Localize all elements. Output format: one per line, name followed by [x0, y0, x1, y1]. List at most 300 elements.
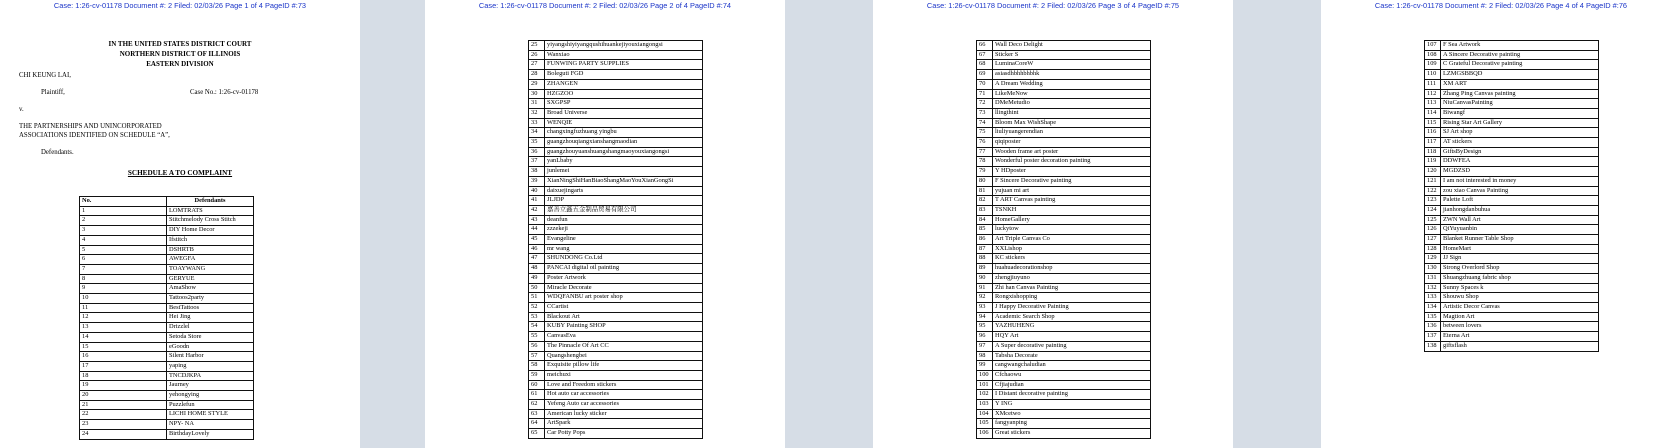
defendant-number: 12 — [80, 313, 167, 323]
defendant-name: fangyanping — [993, 419, 1151, 429]
defendant-name: meichuxi — [545, 370, 703, 380]
defendant-name: Love and Freedom stickers — [545, 380, 703, 390]
table-row — [529, 99, 703, 109]
table-row — [1425, 138, 1599, 148]
defendant-name: Rongxishopping — [993, 293, 1151, 303]
defendant-number: 17 — [80, 361, 167, 371]
defendant-number: 128 — [1425, 244, 1441, 254]
defendant-name: XM ART — [1441, 79, 1599, 89]
defendant-name: Boleguti FGD — [545, 70, 703, 80]
table-row — [977, 409, 1151, 419]
table-row — [977, 157, 1151, 167]
defendant-name: TOAYWANG — [167, 264, 254, 274]
defendant-number: 46 — [529, 244, 545, 254]
defendant-name: CanvasEva — [545, 332, 703, 342]
defendant-number: 100 — [977, 370, 993, 380]
defendant-number: 14 — [80, 332, 167, 342]
court-division: EASTERN DIVISION — [146, 60, 214, 68]
table-row — [529, 351, 703, 361]
defendant-number: 9 — [80, 284, 167, 294]
defendant-number: 81 — [977, 186, 993, 196]
defendant-name: yujuan mi art — [993, 186, 1151, 196]
defendants-table-body — [977, 41, 1151, 439]
table-row — [977, 244, 1151, 254]
defendant-number: 123 — [1425, 196, 1441, 206]
table-row — [80, 361, 254, 371]
defendant-number: 126 — [1425, 225, 1441, 235]
table-row — [977, 79, 1151, 89]
defendant-number: 69 — [977, 70, 993, 80]
defendants-table-page-4 — [1424, 40, 1599, 352]
defendant-number: 99 — [977, 361, 993, 371]
defendant-name: QiYuyuanbin — [1441, 225, 1599, 235]
ecf-header: Case: 1:26-cv-01178 Document #: 2 Filed: 02/03/26 Page 2 of 4 PageID #:74 — [478, 1, 732, 10]
defendant-name: cangwangchaludian — [993, 361, 1151, 371]
defendant-number: 78 — [977, 157, 993, 167]
defendant-name: AmaShow — [167, 284, 254, 294]
table-row — [977, 41, 1151, 51]
table-row — [529, 400, 703, 410]
defendant-number: 88 — [977, 254, 993, 264]
table-row — [977, 370, 1151, 380]
table-row — [1425, 196, 1599, 206]
defendant-name: Miracle Decorate — [545, 283, 703, 293]
table-row — [529, 312, 703, 322]
defendant-name: Blanket Runner Table Shop — [1441, 235, 1599, 245]
defendant-number: 119 — [1425, 157, 1441, 167]
defendant-number: 43 — [529, 215, 545, 225]
defendant-name: C Grateful Decorative painting — [1441, 60, 1599, 70]
table-row — [977, 341, 1151, 351]
table-row — [1425, 322, 1599, 332]
defendant-name: Art Triple Canvas Co — [993, 235, 1151, 245]
table-row — [80, 216, 254, 226]
table-row — [80, 313, 254, 323]
defendant-name: Tabsha Decorate — [993, 351, 1151, 361]
defendant-name: Sticker S — [993, 50, 1151, 60]
table-row — [529, 235, 703, 245]
defendant-number: 37 — [529, 157, 545, 167]
defendant-name: FUNWING PARTY SUPPLIES — [545, 60, 703, 70]
table-row — [1425, 118, 1599, 128]
table-row — [1425, 79, 1599, 89]
table-row — [1425, 99, 1599, 109]
defendant-number: 21 — [80, 400, 167, 410]
table-row — [529, 50, 703, 60]
defendant-name: XianNingShiHanBiaoShangMaoYouXianGongSi — [545, 176, 703, 186]
defendant-name: WDQFANBU art poster shop — [545, 293, 703, 303]
defendant-number: 118 — [1425, 147, 1441, 157]
court-district: NORTHERN DISTRICT OF ILLINOIS — [119, 50, 241, 58]
defendant-name: DSHRTB — [167, 245, 254, 255]
table-row — [1425, 147, 1599, 157]
defendant-name: BestTattoos — [167, 303, 254, 313]
table-row — [977, 225, 1151, 235]
defendant-number: 19 — [80, 381, 167, 391]
table-row — [529, 264, 703, 274]
defendant-number: 53 — [529, 312, 545, 322]
defendant-name: HQY Art — [993, 332, 1151, 342]
defendant-name: Rising Star Art Gallery — [1441, 118, 1599, 128]
defendant-number: 28 — [529, 70, 545, 80]
table-row — [80, 352, 254, 362]
defendant-number: 133 — [1425, 293, 1441, 303]
defendant-name: junlemei — [545, 167, 703, 177]
table-row — [529, 293, 703, 303]
defendant-name: mr wang — [545, 244, 703, 254]
defendant-name: luckytow — [993, 225, 1151, 235]
defendant-number: 56 — [529, 341, 545, 351]
table-row — [977, 205, 1151, 215]
defendant-number: 77 — [977, 147, 993, 157]
defendant-name: MGDZSD — [1441, 167, 1599, 177]
defendant-name: SJ Art shop — [1441, 128, 1599, 138]
defendant-name: I Distant decorative painting — [993, 390, 1151, 400]
defendant-number: 103 — [977, 400, 993, 410]
defendant-number: 54 — [529, 322, 545, 332]
defendant-number: 49 — [529, 273, 545, 283]
defendant-number: 15 — [80, 342, 167, 352]
table-row — [1425, 244, 1599, 254]
defendants-table-page-1 — [79, 196, 254, 440]
defendant-number: 121 — [1425, 176, 1441, 186]
defendant-number: 107 — [1425, 41, 1441, 51]
defendant-number: 72 — [977, 99, 993, 109]
defendants-table-page-2 — [528, 40, 703, 439]
defendant-name: llingthint — [993, 108, 1151, 118]
defendant-name: 嘉善立鑫五金制品贸易有限公司 — [545, 205, 703, 215]
defendant-name: SXGPSP — [545, 99, 703, 109]
table-row — [977, 390, 1151, 400]
table-row — [1425, 312, 1599, 322]
table-row — [1425, 167, 1599, 177]
defendant-name: deanfun — [545, 215, 703, 225]
defendant-number: 108 — [1425, 50, 1441, 60]
table-row — [977, 89, 1151, 99]
defendant-name: jianhongdanbuhua — [1441, 205, 1599, 215]
table-row — [80, 420, 254, 430]
table-row — [80, 371, 254, 381]
defendant-name: SHUNDONG Co.Ltd — [545, 254, 703, 264]
table-row — [977, 108, 1151, 118]
defendant-number: 138 — [1425, 341, 1441, 351]
table-row — [529, 254, 703, 264]
defendant-name: Artistic Decor Canvas — [1441, 302, 1599, 312]
table-row — [529, 70, 703, 80]
defendant-number: 5 — [80, 245, 167, 255]
defendant-number: 65 — [529, 429, 545, 439]
table-row — [80, 274, 254, 284]
defendants-caption-line1: THE PARTNERSHIPS AND UNINCORPORATED — [19, 123, 162, 130]
table-row — [80, 235, 254, 245]
defendant-number: 35 — [529, 138, 545, 148]
defendant-name: Strong Overlord Shop — [1441, 264, 1599, 274]
table-row — [80, 294, 254, 304]
table-row — [529, 215, 703, 225]
table-row — [80, 284, 254, 294]
defendant-number: 105 — [977, 419, 993, 429]
defendant-name: Silent Harbor — [167, 352, 254, 362]
defendants-caption-line2: ASSOCIATIONS IDENTIFIED ON SCHEDULE “A”, — [19, 132, 170, 139]
defendant-number: 16 — [80, 352, 167, 362]
table-row — [80, 245, 254, 255]
table-row — [1425, 205, 1599, 215]
defendant-number: 42 — [529, 205, 545, 215]
defendant-number: 96 — [977, 332, 993, 342]
table-row — [80, 381, 254, 391]
defendant-name: ArtSpark — [545, 419, 703, 429]
column-header-defendants: Defendants — [167, 197, 254, 207]
table-row — [1425, 60, 1599, 70]
table-row — [1425, 50, 1599, 60]
defendant-name: Exquisite pillow life — [545, 361, 703, 371]
defendant-number: 13 — [80, 323, 167, 333]
defendant-number: 74 — [977, 118, 993, 128]
defendant-number: 87 — [977, 244, 993, 254]
defendant-number: 6 — [80, 255, 167, 265]
defendant-name: Quangshengbei — [545, 351, 703, 361]
defendant-name: HZGZOO — [545, 89, 703, 99]
defendant-number: 62 — [529, 400, 545, 410]
defendant-number: 50 — [529, 283, 545, 293]
defendant-number: 82 — [977, 196, 993, 206]
defendant-name: yiyangshiyiyangqushihuankejiyouxiangongsi — [545, 41, 703, 51]
defendant-name: AWEGFA — [167, 255, 254, 265]
defendant-name: Zhi han Canvas Painting — [993, 283, 1151, 293]
table-row — [1425, 41, 1599, 51]
defendant-number: 39 — [529, 176, 545, 186]
defendant-number: 11 — [80, 303, 167, 313]
table-row — [977, 322, 1151, 332]
table-row — [80, 323, 254, 333]
defendant-name: J Happy Decorative Painting — [993, 302, 1151, 312]
defendants-role: Defendants. — [41, 149, 74, 156]
defendant-name: JLJDP — [545, 196, 703, 206]
table-row — [977, 264, 1151, 274]
table-row — [977, 302, 1151, 312]
defendant-number: 104 — [977, 409, 993, 419]
defendant-number: 79 — [977, 167, 993, 177]
defendants-table-body — [1425, 41, 1599, 352]
table-row — [1425, 108, 1599, 118]
defendant-name: LuminaCoreW — [993, 60, 1151, 70]
table-row — [977, 400, 1151, 410]
table-row — [1425, 332, 1599, 342]
defendant-name: WENQIE — [545, 118, 703, 128]
table-row — [529, 128, 703, 138]
defendant-number: 134 — [1425, 302, 1441, 312]
defendant-name: American lucky sticker — [545, 409, 703, 419]
defendant-name: Shouwu Shop — [1441, 293, 1599, 303]
table-row — [1425, 89, 1599, 99]
defendant-number: 124 — [1425, 205, 1441, 215]
defendant-number: 45 — [529, 235, 545, 245]
defendant-number: 22 — [80, 410, 167, 420]
defendant-number: 109 — [1425, 60, 1441, 70]
defendant-name: F Sea Artwork — [1441, 41, 1599, 51]
defendant-number: 23 — [80, 420, 167, 430]
defendant-number: 30 — [529, 89, 545, 99]
defendant-number: 18 — [80, 371, 167, 381]
table-row — [977, 50, 1151, 60]
defendant-number: 63 — [529, 409, 545, 419]
defendant-number: 8 — [80, 274, 167, 284]
table-row — [977, 332, 1151, 342]
defendant-name: zzzekeji — [545, 225, 703, 235]
table-row — [1425, 70, 1599, 80]
table-row — [529, 380, 703, 390]
defendant-number: 111 — [1425, 79, 1441, 89]
table-row — [529, 186, 703, 196]
table-row — [977, 380, 1151, 390]
defendant-name: Drizzlel — [167, 323, 254, 333]
defendant-name: F Sincere Decorative painting — [993, 176, 1151, 186]
table-row — [80, 400, 254, 410]
table-row — [1425, 254, 1599, 264]
table-row — [977, 254, 1151, 264]
table-row — [1425, 186, 1599, 196]
defendant-number: 114 — [1425, 108, 1441, 118]
table-row — [977, 167, 1151, 177]
defendant-number: 98 — [977, 351, 993, 361]
defendant-number: 84 — [977, 215, 993, 225]
defendant-number: 58 — [529, 361, 545, 371]
defendant-number: 4 — [80, 235, 167, 245]
defendant-name: ZWN Wall Art — [1441, 215, 1599, 225]
table-row — [529, 205, 703, 215]
defendant-name: I am not interested in money — [1441, 176, 1599, 186]
defendant-number: 71 — [977, 89, 993, 99]
table-row — [529, 322, 703, 332]
defendant-name: yanLbaby — [545, 157, 703, 167]
defendant-number: 131 — [1425, 273, 1441, 283]
defendant-name: A Super decorative painting — [993, 341, 1151, 351]
defendant-name: LOMTRATS — [167, 206, 254, 216]
defendant-name: Poster Artwork — [545, 273, 703, 283]
defendant-number: 125 — [1425, 215, 1441, 225]
defendant-number: 76 — [977, 138, 993, 148]
defendant-number: 91 — [977, 283, 993, 293]
table-row — [1425, 283, 1599, 293]
defendant-name: Yefeng Auto car accessories — [545, 400, 703, 410]
table-row — [80, 429, 254, 439]
defendant-number: 68 — [977, 60, 993, 70]
table-row — [1425, 235, 1599, 245]
defendant-number: 60 — [529, 380, 545, 390]
table-row — [80, 206, 254, 216]
defendant-number: 90 — [977, 273, 993, 283]
defendant-name: Wonderful poster decoration painting — [993, 157, 1151, 167]
defendant-name: T ART Canvas painting — [993, 196, 1151, 206]
versus-label: v. — [19, 106, 24, 113]
defendant-name: Academic Search Shop — [993, 312, 1151, 322]
defendant-number: 113 — [1425, 99, 1441, 109]
defendant-number: 136 — [1425, 322, 1441, 332]
defendant-name: TSNKH — [993, 205, 1151, 215]
defendant-number: 102 — [977, 390, 993, 400]
table-row — [529, 273, 703, 283]
table-row — [1425, 264, 1599, 274]
table-row — [977, 147, 1151, 157]
table-row — [1425, 157, 1599, 167]
table-row — [977, 196, 1151, 206]
defendant-name: yaping — [167, 361, 254, 371]
defendant-name: JJ Sign — [1441, 254, 1599, 264]
table-row — [529, 244, 703, 254]
defendant-name: Y ING — [993, 400, 1151, 410]
defendant-number: 116 — [1425, 128, 1441, 138]
table-row — [529, 41, 703, 51]
defendants-table-body — [80, 206, 254, 439]
defendant-name: Wanxiao — [545, 50, 703, 60]
defendant-name: Puzzlefun — [167, 400, 254, 410]
table-row — [80, 226, 254, 236]
defendant-name: GERYUE — [167, 274, 254, 284]
table-row — [529, 390, 703, 400]
table-row — [1425, 302, 1599, 312]
defendant-name: YAZHUHENG — [993, 322, 1151, 332]
defendant-number: 36 — [529, 147, 545, 157]
defendant-name: Bloom Max WishShape — [993, 118, 1151, 128]
table-row — [977, 215, 1151, 225]
defendant-name: giftsflash — [1441, 341, 1599, 351]
column-header-no: No. — [80, 197, 167, 207]
defendant-number: 112 — [1425, 89, 1441, 99]
table-row — [977, 186, 1151, 196]
defendant-name: asiasdhbhhbhbhk — [993, 70, 1151, 80]
table-row — [977, 312, 1151, 322]
defendant-name: Eterna Art — [1441, 332, 1599, 342]
table-row — [529, 138, 703, 148]
defendant-number: 75 — [977, 128, 993, 138]
defendant-name: Evangeline — [545, 235, 703, 245]
table-row — [529, 79, 703, 89]
defendant-name: XMcetwo — [993, 409, 1151, 419]
defendant-name: Cfchaowu — [993, 370, 1151, 380]
table-row — [529, 429, 703, 439]
plaintiff-role: Plaintiff, — [41, 89, 65, 96]
table-row — [529, 89, 703, 99]
defendant-name: TNCDJKPA — [167, 371, 254, 381]
table-row — [977, 118, 1151, 128]
defendant-name: GiftsByDesign — [1441, 147, 1599, 157]
defendant-name: CCartist — [545, 302, 703, 312]
defendant-number: 32 — [529, 108, 545, 118]
defendant-name: PANCAI digital oil painting — [545, 264, 703, 274]
defendant-number: 97 — [977, 341, 993, 351]
table-row — [977, 429, 1151, 439]
defendant-number: 33 — [529, 118, 545, 128]
defendant-number: 57 — [529, 351, 545, 361]
table-row — [977, 293, 1151, 303]
table-row — [977, 138, 1151, 148]
defendant-number: 89 — [977, 264, 993, 274]
defendant-name: HomeMart — [1441, 244, 1599, 254]
defendant-number: 48 — [529, 264, 545, 274]
court-caption — [0, 39, 360, 69]
table-row — [529, 108, 703, 118]
defendant-number: 38 — [529, 167, 545, 177]
defendant-name: zou xiao Canvas Painting — [1441, 186, 1599, 196]
defendants-table-body — [529, 41, 703, 439]
defendant-number: 31 — [529, 99, 545, 109]
table-row — [529, 157, 703, 167]
table-row — [529, 147, 703, 157]
table-row — [977, 351, 1151, 361]
defendant-number: 29 — [529, 79, 545, 89]
table-row — [1425, 225, 1599, 235]
defendant-number: 122 — [1425, 186, 1441, 196]
